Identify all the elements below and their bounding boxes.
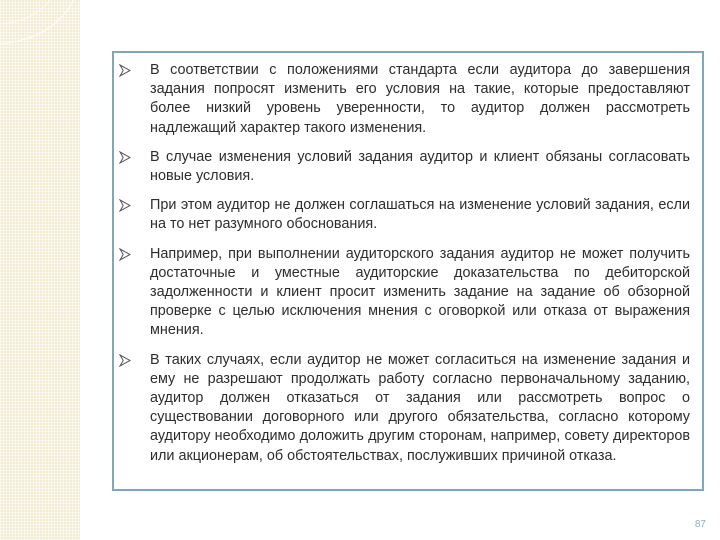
bullet-text: В соответствии с положениями стандарта если аудитора до завершения задания попросят изменить его условия на такие, которые предоставляют более низкий уровень уверенности, то аудитор должен рассмотреть надлежащий характер такого изменения. [150, 62, 690, 136]
bullet-text: При этом аудитор не должен соглашаться на изменение условий задания, если на то нет разумного обоснования. [150, 197, 690, 233]
page-number: 87 [694, 519, 706, 530]
bullet-list [114, 53, 702, 466]
bullet-item [114, 148, 690, 186]
bullet-item [114, 351, 690, 466]
decorative-side-strip [0, 0, 80, 540]
arrowhead-bullet-icon [119, 199, 131, 212]
arrowhead-bullet-icon [119, 354, 131, 367]
arrowhead-bullet-icon [119, 248, 131, 261]
decorative-curves [0, 0, 80, 540]
bullet-item [114, 61, 690, 138]
arrowhead-bullet-icon [119, 151, 131, 164]
bullet-text: В таких случаях, если аудитор не может согласиться на изменение задания и ему не разрешают продолжать работу согласно первоначальному заданию, аудитор должен отказаться от задания или рассмотреть вопрос о существовании договорного или другого обязательства, согласно которому аудитору необходимо доложить другим сторонам, например, совету директоров или акционерам, об обстоятельствах, послуживших причиной отказа. [150, 351, 690, 464]
content-box [112, 51, 704, 491]
bullet-text: Например, при выполнении аудиторского задания аудитор не может получить достаточные и уместные аудиторские доказательства по дебиторской задолженности и клиент просит изменить задание на задание об обзорной проверке с целью исключения мнения с оговоркой или отказа от выражения мнения. [150, 245, 690, 339]
bullet-item [114, 245, 690, 341]
bullet-text: В случае изменения условий задания аудитор и клиент обязаны согласовать новые условия. [150, 148, 690, 185]
bullet-item [114, 196, 690, 234]
arrowhead-bullet-icon [119, 64, 131, 77]
